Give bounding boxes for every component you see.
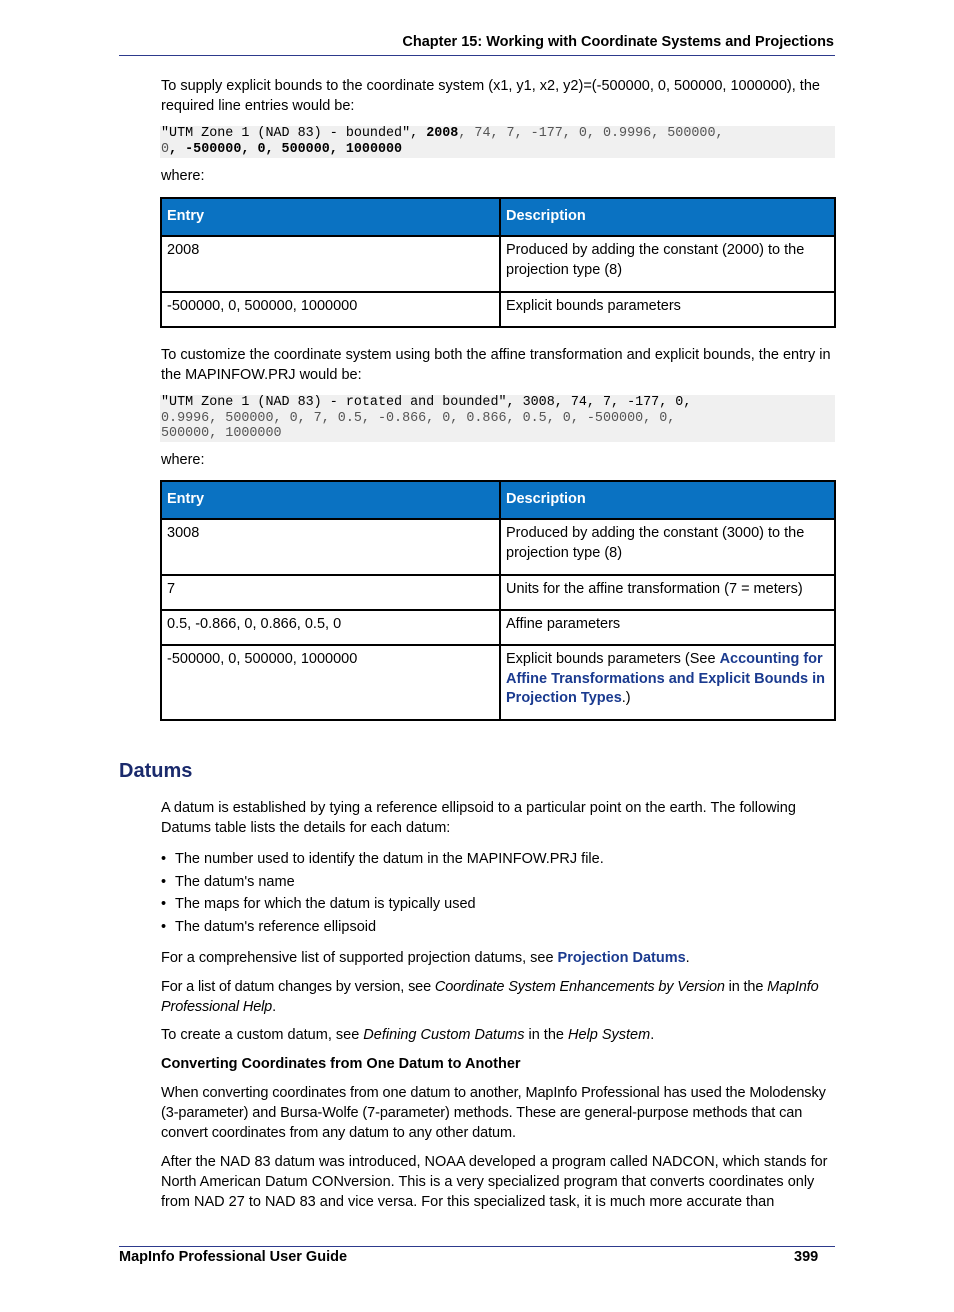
entry-cell: 2008 [161,236,500,292]
code-quoted-name: "UTM Zone 1 (NAD 83) - bounded" [161,126,411,141]
description-cell: Produced by adding the constant (2000) to the projection type (8) [500,236,835,292]
italic-reference: MapInfo Professional Help [161,979,819,1015]
description-cell: Affine parameters [500,610,835,645]
description-cell: Produced by adding the constant (3000) to the projection type (8) [500,519,835,575]
code-line1: "UTM Zone 1 (NAD 83) - rotated and bounded", 3008, 74, 7, -177, 0, [161,395,692,410]
converting-subheading: Converting Coordinates from One Datum to Another [161,1056,521,1072]
affine-bounds-link[interactable]: Accounting for Affine Transformations and Explicit Bounds in Projection Types [506,651,826,706]
italic-reference: Coordinate System Enhancements by Version [434,979,725,995]
description-cell [500,645,835,720]
table-header-entry: Entry [161,198,500,236]
entry-cell: 0.5, -0.866, 0, 0.866, 0.5, 0 [161,610,500,645]
bounded-code-block [160,126,835,158]
affine-intro-paragraph: To customize the coordinate system using both the affine transformation and explicit bounds, the entry in the MAPINFOW.PRJ would be: [161,347,831,383]
table-row [161,519,835,575]
code-comma: , [410,126,427,141]
paragraph-text: For a list of datum changes by version, see [161,979,435,995]
converting-paragraph: When converting coordinates from one datum to another, MapInfo Professional has used the Molodensky (3-parameter) and Bursa-Wolfe (7-parameter) methods. These are general-purpose methods that can convert coordinates from any datum to any other datum. [161,1085,826,1141]
paragraph-text: To create a custom datum, see [161,1027,364,1043]
table-row [161,645,835,720]
projection-datums-link[interactable]: Projection Datums [557,950,686,966]
rotated-code-block [160,395,835,442]
paragraph-text: . [685,950,690,966]
list-item: • The datum's reference ellipsoid [161,916,604,939]
code-rest: , 74, 7, -177, 0, 0.9996, 500000, [458,126,724,141]
nadcon-paragraph: After the NAD 83 datum was introduced, NOAA developed a program called NADCON, which stands for North American Datum CONversion. This is a very specialized program that converts coordinates only from NAD 27 to NAD 83 and vice versa. For this specialized task, it is much more accurate than [161,1154,828,1210]
list-item: • The datum's name [161,871,604,894]
paragraph-text: in the [524,1027,568,1043]
page-number: 399 [794,1249,819,1265]
custom-datum-paragraph [161,1025,835,1045]
table-header-description: Description [500,198,835,236]
entry-cell: 7 [161,575,500,610]
italic-reference: Help System [568,1027,651,1043]
datum-changes-paragraph [161,977,835,1017]
datums-intro-paragraph: A datum is established by tying a reference ellipsoid to a particular point on the earth. The following Datums table lists the details for each datum: [161,800,796,836]
table-row [161,236,835,292]
code-bold-value: 2008 [426,126,459,141]
table-row [161,575,835,610]
list-item: • The number used to identify the datum in the MAPINFOW.PRJ file. [161,848,604,871]
description-cell: Explicit bounds parameters [500,292,835,327]
code-line2-plain: 0 [161,141,170,157]
table-row [161,610,835,645]
datums-heading: Datums [119,760,193,782]
bounded-entries-table [160,197,836,328]
list-item: • The maps for which the datum is typically used [161,893,604,916]
rotated-entries-table [160,480,836,721]
code-line2: 0.9996, 500000, 0, 7, 0.5, -0.866, 0, 0.866, 0.5, 0, -500000, 0, [161,410,676,426]
entry-cell: -500000, 0, 500000, 1000000 [161,292,500,327]
entry-cell: -500000, 0, 500000, 1000000 [161,645,500,720]
footer-guide-title: MapInfo Professional User Guide [119,1249,348,1265]
paragraph-text: . [272,999,276,1015]
page-header-title: Chapter 15: Working with Coordinate Systems and Projections [402,34,834,50]
paragraph-text: . [650,1027,655,1043]
footer-rule [119,1246,835,1247]
entry-cell: 3008 [161,519,500,575]
table-header-entry: Entry [161,481,500,519]
paragraph-text: in the [724,979,768,995]
italic-reference: Defining Custom Datums [363,1027,525,1043]
description-prefix: Explicit bounds parameters (See [506,651,720,667]
description-cell: Units for the affine transformation (7 = meters) [500,575,835,610]
paragraph-text: For a comprehensive list of supported projection datums, see [161,950,558,966]
projection-datums-paragraph [161,948,835,968]
datum-details-list [161,848,604,938]
code-line3: 500000, 1000000 [161,426,282,441]
bounds-intro-paragraph: To supply explicit bounds to the coordinate system (x1, y1, x2, y2)=(-500000, 0, 500000, 1000000), the required line entries would be: [161,78,820,114]
table-row [161,292,835,327]
code-line2-bold: , -500000, 0, 500000, 1000000 [169,141,403,157]
where-label-1: where: [161,168,205,184]
description-suffix: .) [621,690,631,706]
header-rule [119,55,835,56]
where-label-2: where: [161,452,205,468]
table-header-description: Description [500,481,835,519]
